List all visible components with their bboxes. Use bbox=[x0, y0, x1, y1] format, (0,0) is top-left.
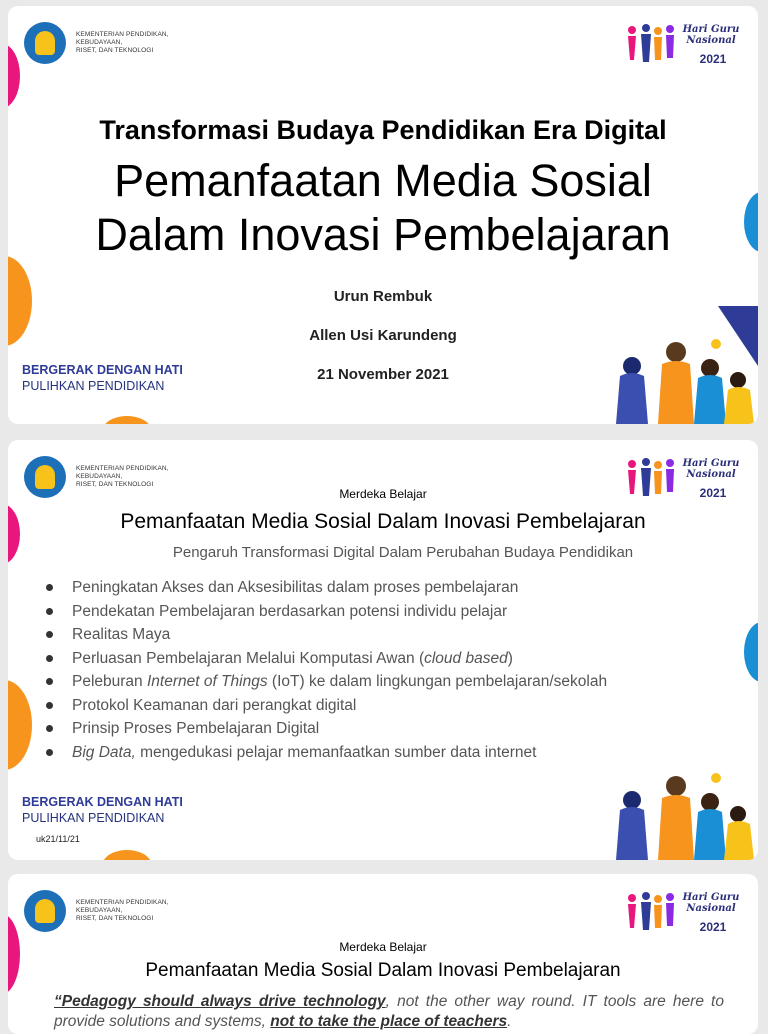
dancing-figures-icon bbox=[624, 20, 678, 68]
slogan bbox=[22, 362, 183, 394]
list-item-text: Pendekatan Pembelajaran berdasarkan potensi individu pelajar bbox=[72, 602, 508, 620]
slide3-title: Pemanfaatan Media Sosial Dalam Inovasi Pembelajaran bbox=[145, 960, 621, 981]
topic-list bbox=[46, 576, 716, 764]
list-item-text: ) bbox=[507, 649, 513, 667]
hari-guru-line2: Nasional bbox=[686, 469, 736, 480]
tut-wuri-handayani-icon bbox=[24, 22, 66, 64]
hari-guru-nasional-logo bbox=[624, 20, 744, 68]
slide2-title: Pemanfaatan Media Sosial Dalam Inovasi Pembelajaran bbox=[120, 510, 646, 533]
hari-guru-title bbox=[678, 24, 744, 46]
list-item-text: (IoT) ke dalam lingkungan pembelajaran/sekolah bbox=[267, 673, 608, 690]
slide2-kicker: Merdeka Belajar bbox=[339, 487, 427, 501]
ministry-line: RISET, DAN TEKNOLOGI bbox=[76, 481, 154, 488]
list-item-text: Prinsip Proses Pembelajaran Digital bbox=[72, 720, 320, 737]
dancing-figures-icon bbox=[624, 888, 678, 936]
slide1-title-line1: Pemanfaatan Media Sosial bbox=[114, 155, 652, 206]
slogan-line2: PULIHKAN PENDIDIKAN bbox=[22, 811, 165, 825]
ministry-line: KEMENTERIAN PENDIDIKAN, bbox=[76, 465, 169, 472]
ministry-name bbox=[76, 899, 186, 923]
slogan bbox=[22, 794, 183, 826]
event-name: Urun Rembuk bbox=[333, 288, 433, 305]
list-item-emphasis: Internet of Things bbox=[146, 673, 268, 690]
hari-guru-title bbox=[678, 892, 744, 914]
ministry-line: KEMENTERIAN PENDIDIKAN, bbox=[76, 31, 169, 38]
slide3-kicker: Merdeka Belajar bbox=[339, 940, 427, 954]
list-item-emphasis: Big Data, bbox=[72, 743, 136, 761]
ministry-line: KEBUDAYAAN, bbox=[76, 473, 123, 480]
quote-body: , not the other way round. IT tools are here to provide solutions and systems, bbox=[54, 993, 724, 1030]
slide-quote bbox=[8, 874, 758, 1034]
blue-blob-decoration bbox=[742, 622, 758, 682]
pink-blob-decoration bbox=[8, 44, 24, 108]
hari-guru-year: 2021 bbox=[699, 920, 727, 934]
author-name: Allen Usi Karundeng bbox=[309, 327, 457, 344]
slide1-title-line2: Dalam Inovasi Pembelajaran bbox=[95, 209, 671, 260]
list-item bbox=[46, 694, 716, 718]
slide1-kicker: Transformasi Budaya Pendidikan Era Digital bbox=[99, 115, 667, 145]
list-item bbox=[46, 717, 716, 741]
list-item bbox=[46, 600, 716, 624]
hari-guru-line2: Nasional bbox=[686, 35, 736, 46]
kemendikbud-logo bbox=[24, 890, 184, 932]
hari-guru-nasional-logo bbox=[624, 888, 744, 936]
slogan-line1: BERGERAK DENGAN HATI bbox=[22, 795, 183, 809]
slogan-line1: BERGERAK DENGAN HATI bbox=[22, 363, 183, 377]
footnote: uk21/11/21 bbox=[36, 834, 80, 844]
list-item-text: Perluasan Pembelajaran Melalui Komputasi Awan ( bbox=[72, 649, 425, 667]
hari-guru-year: 2021 bbox=[699, 52, 727, 66]
tut-wuri-handayani-icon bbox=[24, 890, 66, 932]
hari-guru-line1: Hari Guru bbox=[682, 892, 740, 903]
presentation-date: 21 November 2021 bbox=[317, 366, 449, 383]
ministry-line: KEBUDAYAAN, bbox=[76, 39, 123, 46]
ministry-line: KEMENTERIAN PENDIDIKAN, bbox=[76, 899, 169, 906]
hari-guru-year: 2021 bbox=[699, 486, 727, 500]
kemendikbud-logo bbox=[24, 22, 184, 64]
list-item-text: Peningkatan Akses dan Aksesibilitas dalam proses pembelajaran bbox=[72, 579, 519, 596]
ministry-line: RISET, DAN TEKNOLOGI bbox=[76, 915, 154, 922]
list-item-text: Realitas Maya bbox=[72, 626, 171, 643]
list-item bbox=[46, 647, 716, 671]
students-illustration bbox=[598, 306, 758, 424]
ministry-line: RISET, DAN TEKNOLOGI bbox=[76, 47, 154, 54]
orange-blob-decoration bbox=[8, 680, 36, 770]
hari-guru-line1: Hari Guru bbox=[682, 24, 740, 35]
list-item-text: Peleburan bbox=[72, 673, 147, 690]
hari-guru-title bbox=[678, 458, 744, 480]
slide-title bbox=[8, 6, 758, 424]
quote-text bbox=[54, 992, 724, 1032]
list-item bbox=[46, 623, 716, 647]
list-item-emphasis: cloud based bbox=[424, 649, 508, 667]
ministry-name bbox=[76, 465, 186, 489]
list-item bbox=[46, 576, 716, 600]
students-illustration bbox=[598, 740, 758, 860]
ministry-line: KEBUDAYAAN, bbox=[76, 907, 123, 914]
hari-guru-line2: Nasional bbox=[686, 903, 736, 914]
slide2-subtitle: Pengaruh Transformasi Digital Dalam Perubahan Budaya Pendidikan bbox=[172, 544, 634, 561]
orange-blob-bottom-decoration bbox=[102, 844, 152, 860]
ministry-name bbox=[76, 31, 186, 55]
quote-emphasis: not to take the place of teachers bbox=[270, 1013, 508, 1030]
list-item-text: Protokol Keamanan dari perangkat digital bbox=[72, 696, 357, 714]
orange-blob-bottom-decoration bbox=[102, 410, 152, 424]
slide-topics bbox=[8, 440, 758, 860]
hari-guru-line1: Hari Guru bbox=[682, 458, 740, 469]
list-item-text: mengedukasi pelajar memanfaatkan sumber data internet bbox=[135, 743, 537, 761]
quote-body: . bbox=[507, 1013, 512, 1030]
quote-emphasis: “Pedagogy should always drive technology bbox=[54, 993, 386, 1010]
slogan-line2: PULIHKAN PENDIDIKAN bbox=[22, 379, 165, 393]
slide1-title bbox=[8, 154, 758, 262]
list-item bbox=[46, 670, 716, 694]
